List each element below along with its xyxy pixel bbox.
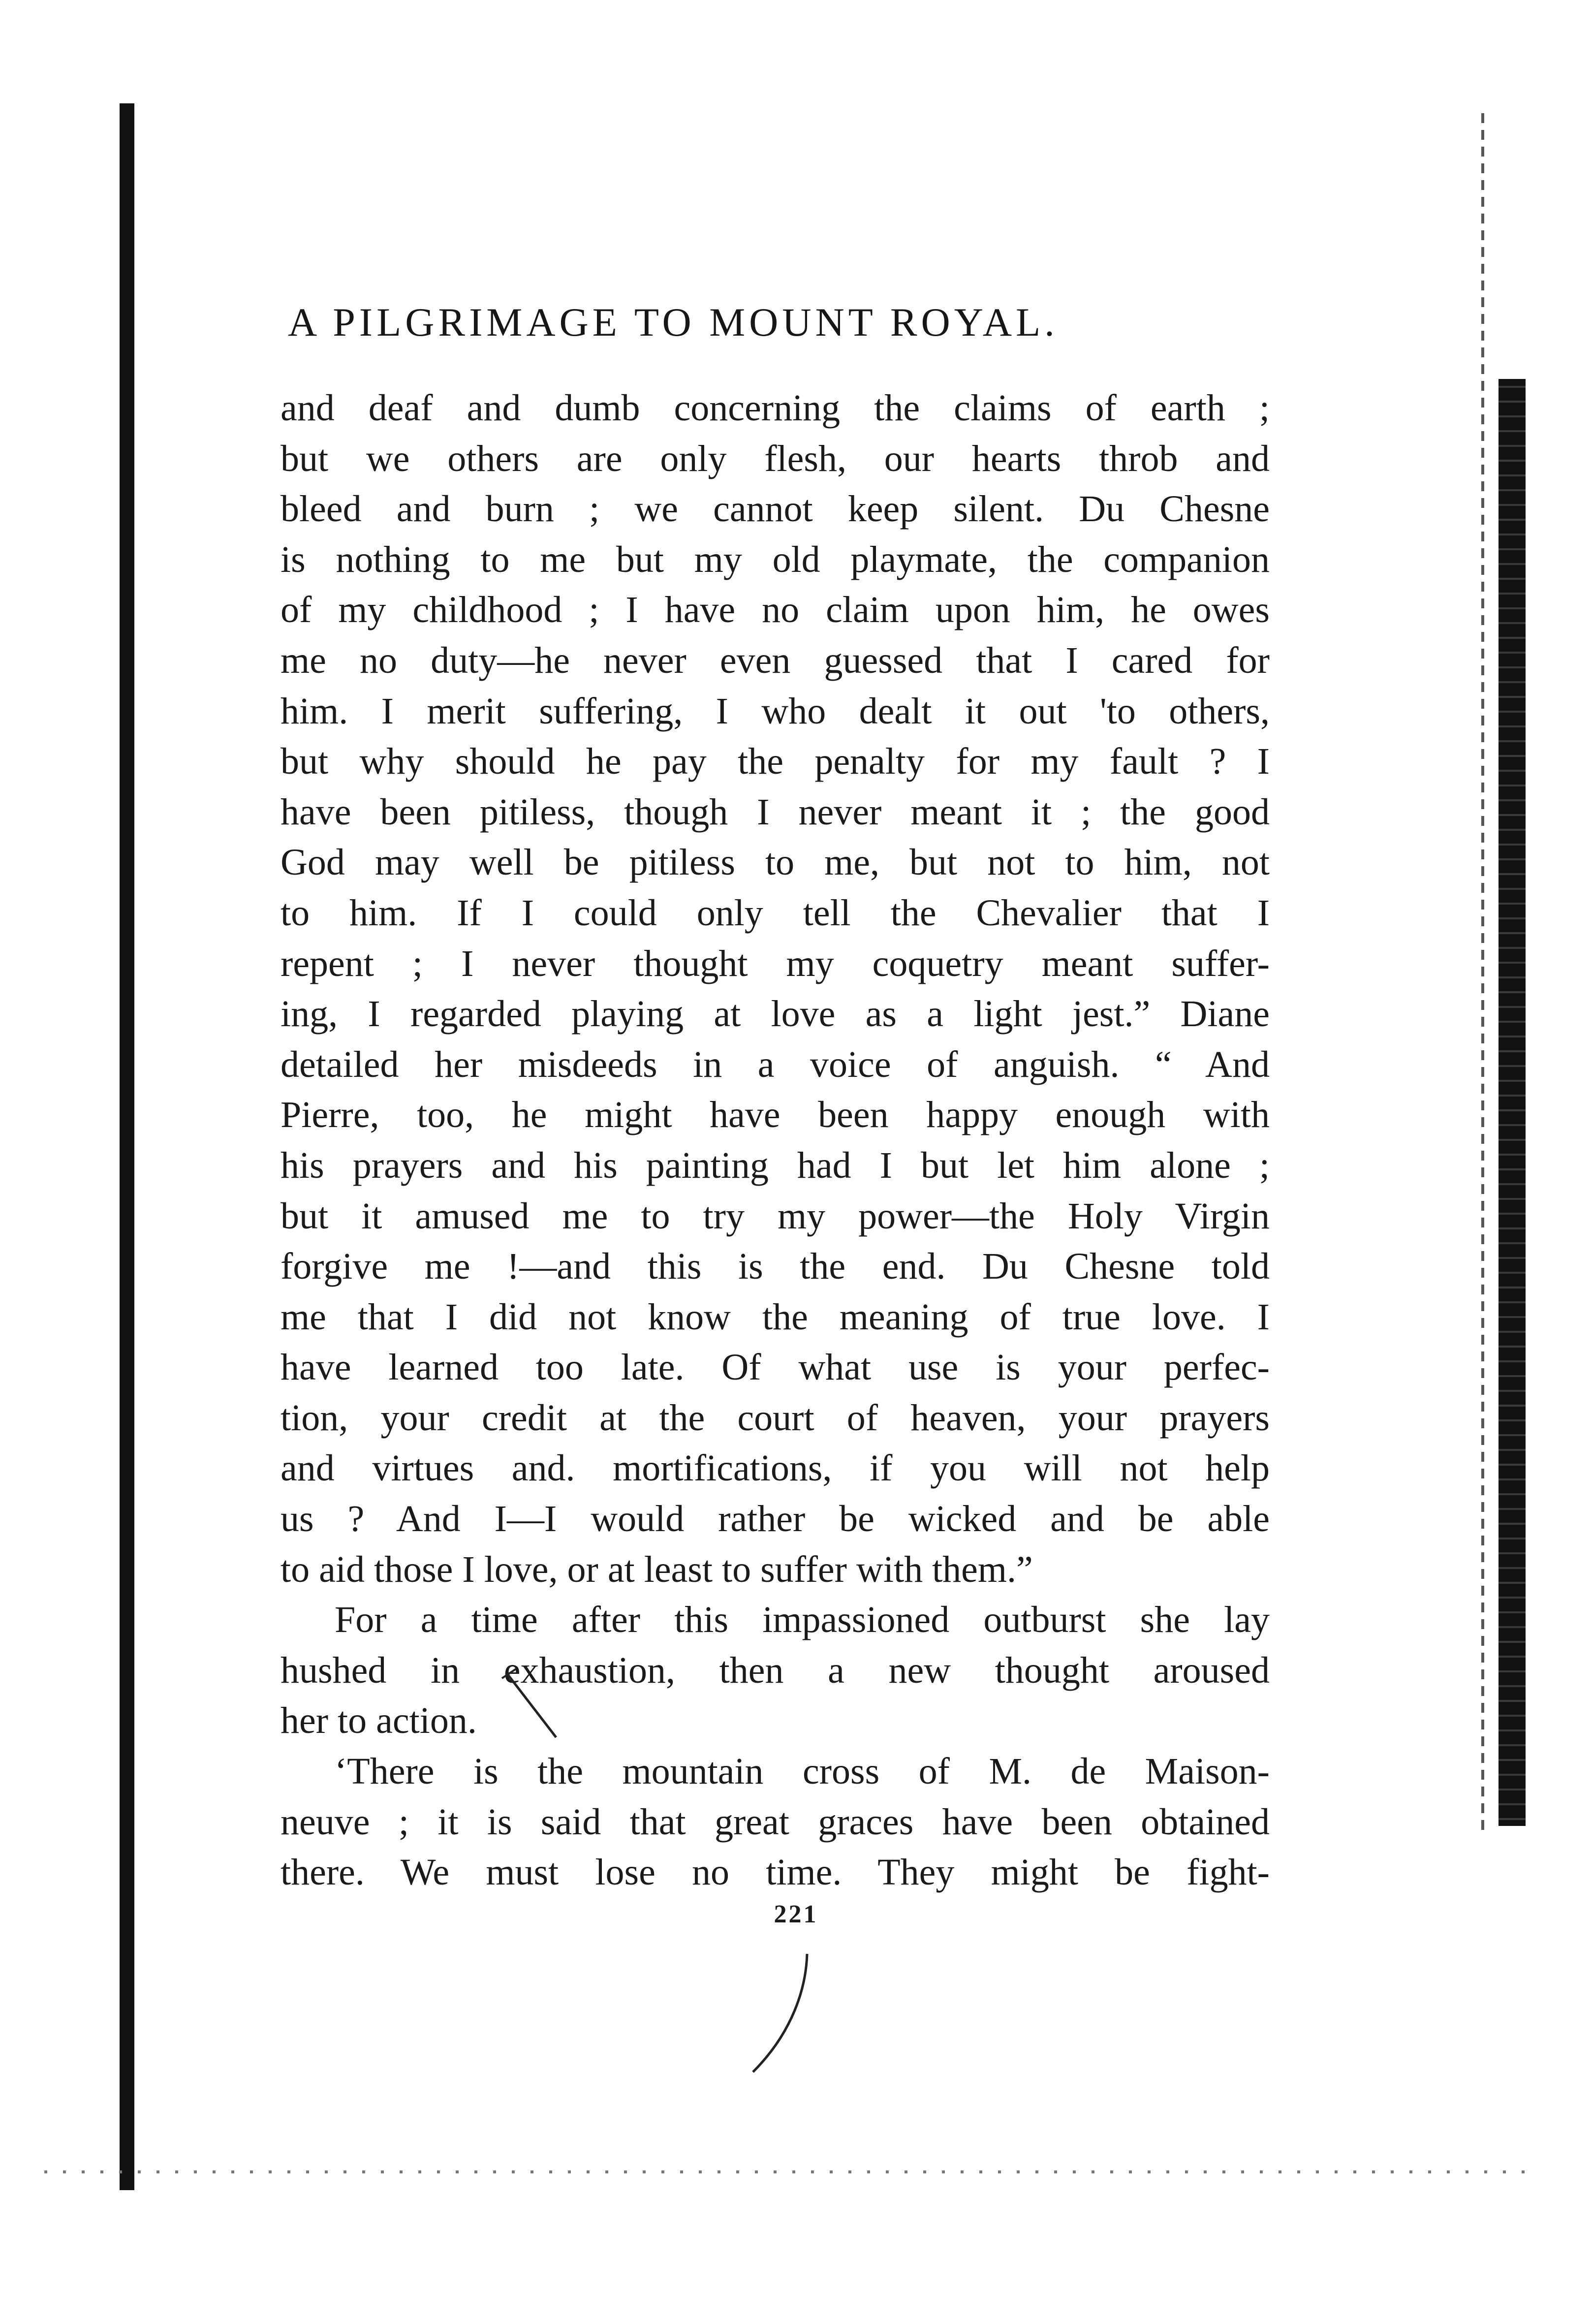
- text-line: neuve ; it is said that great graces have been obtained: [281, 1801, 1270, 1843]
- text-line: and virtues and. mortifications, if you will not help: [281, 1447, 1270, 1489]
- text-line: For a time after this impassioned outburst she lay: [335, 1599, 1270, 1641]
- text-line: to him. If I could only tell the Chevalier that I: [281, 892, 1270, 934]
- text-line: repent ; I never thought my coquetry meant suffer-: [281, 942, 1270, 984]
- text-line: me that I did not know the meaning of true love. I: [281, 1296, 1270, 1338]
- scan-specks-bottom: [44, 2170, 1540, 2173]
- text-line: me no duty—he never even guessed that I cared for: [281, 639, 1270, 681]
- text-line: her to action.: [281, 1700, 477, 1742]
- text-line: Pierre, too, he might have been happy enough with: [281, 1094, 1270, 1136]
- text-line: us ? And I—I would rather be wicked and be able: [281, 1498, 1270, 1540]
- text-line: bleed and burn ; we cannot keep silent. Du Chesne: [281, 488, 1270, 530]
- pencil-annotation-mark: [497, 1664, 566, 1762]
- text-line: forgive me !—and this is the end. Du Chesne told: [281, 1246, 1270, 1288]
- text-line: but it amused me to try my power—the Holy Virgin: [281, 1195, 1270, 1237]
- body-text: [281, 383, 1270, 1898]
- text-line: have learned too late. Of what use is your perfec-: [281, 1347, 1270, 1388]
- text-line: God may well be pitiless to me, but not to him, not: [281, 842, 1270, 883]
- text-line: of my childhood ; I have no claim upon him, he owes: [281, 589, 1270, 631]
- text-line: there. We must lose no time. They might be fight-: [281, 1852, 1270, 1893]
- pen-stroke-mark: [748, 1949, 827, 2077]
- scan-edge-right-thin: [1481, 113, 1484, 1836]
- text-line: is nothing to me but my old playmate, the companion: [281, 538, 1270, 580]
- text-line: to aid those I love, or at least to suffer with them.”: [281, 1548, 1033, 1590]
- text-line: him. I merit suffering, I who dealt it out 'to others,: [281, 690, 1270, 732]
- text-line: detailed her misdeeds in a voice of anguish. “ And: [281, 1043, 1270, 1085]
- text-line: ing, I regarded playing at love as a light jest.” Diane: [281, 993, 1270, 1035]
- text-line: ‘There is the mountain cross of M. de Maison-: [335, 1751, 1270, 1792]
- running-head: A PILGRIMAGE TO MOUNT ROYAL.: [288, 300, 1059, 345]
- text-line: tion, your credit at the court of heaven, your prayers: [281, 1397, 1270, 1439]
- text-line: have been pitiless, though I never meant it ; the good: [281, 791, 1270, 833]
- scan-edge-right: [1498, 379, 1526, 1826]
- text-line: but we others are only flesh, our hearts throb and: [281, 438, 1270, 479]
- text-line: but why should he pay the penalty for my fault ? I: [281, 741, 1270, 783]
- text-line: and deaf and dumb concerning the claims of earth ;: [281, 387, 1270, 429]
- text-line: his prayers and his painting had I but let him alone ;: [281, 1144, 1270, 1186]
- page-number: 221: [774, 1900, 818, 1928]
- text-line: hushed in exhaustion, then a new thought aroused: [281, 1649, 1270, 1691]
- scan-edge-left: [120, 103, 134, 2190]
